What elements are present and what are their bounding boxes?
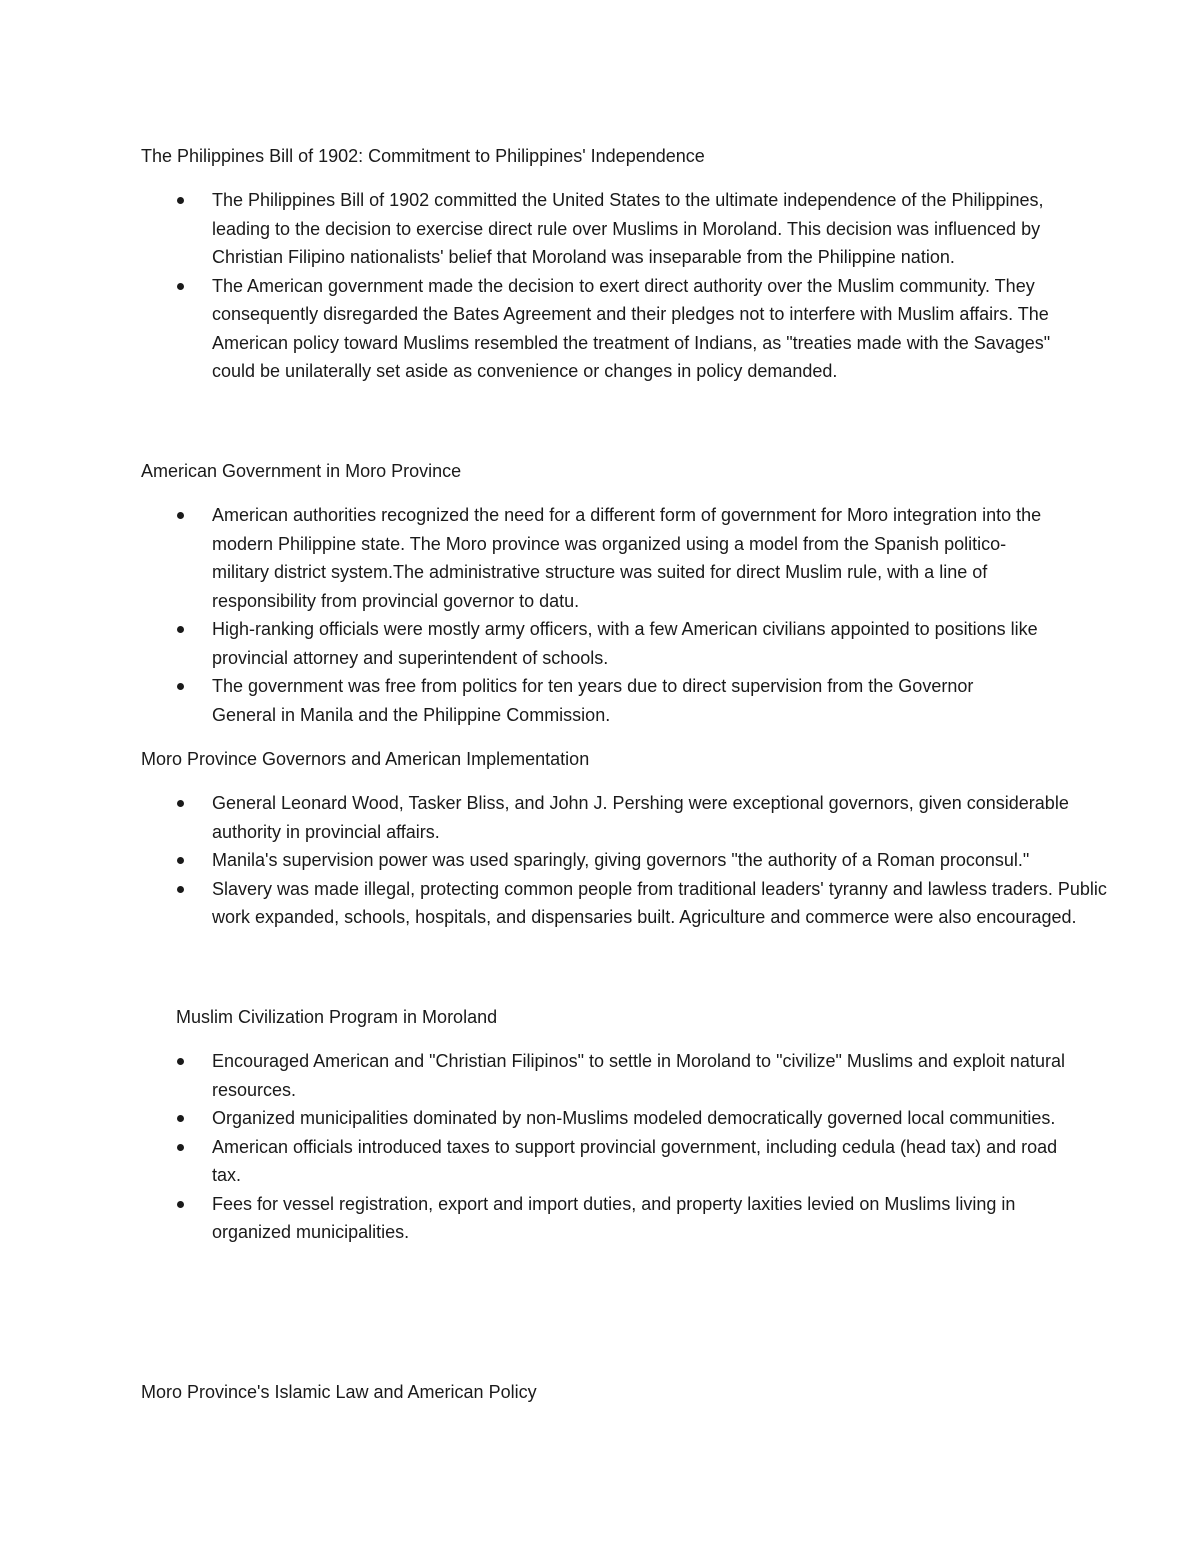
list-item — [141, 789, 1072, 846]
section-islamic-law — [141, 1378, 1071, 1406]
list-item — [141, 186, 1072, 272]
bullet-icon — [177, 197, 184, 204]
list-item-text: General Leonard Wood, Tasker Bliss, and John J. Pershing were exceptional governors, given considerable authority in provincial affairs. — [212, 793, 1069, 842]
bullet-icon — [177, 626, 184, 633]
bullet-icon — [177, 857, 184, 864]
list-item — [141, 875, 1132, 932]
list-item-text: The American government made the decision to exert direct authority over the Muslim community. They consequently disregarded the Bates Agreement and their pledges not to interfere with Muslim affairs. The American policy toward Muslims resembled the treatment of Indians, as "treaties made with the Savages" could be unilaterally set aside as convenience or changes in policy demanded. — [212, 275, 1051, 381]
section-heading: The Philippines Bill of 1902: Commitment to Philippines' Independence — [141, 146, 705, 166]
list-item-text: Organized municipalities dominated by non-Muslims modeled democratically governed local communities. — [212, 1108, 1056, 1128]
list-item-text: The Philippines Bill of 1902 committed the United States to the ultimate independence of the Philippines, leading to the decision to exercise direct rule over Muslims in Moroland. This decision was influenced by Christian Filipino nationalists' belief that Moroland was inseparable from the Philippine nation. — [212, 190, 1044, 267]
bullet-icon — [177, 683, 184, 690]
section-governors — [141, 745, 1107, 932]
bullet-icon — [177, 1115, 184, 1122]
list-item — [141, 846, 1072, 875]
list-item — [141, 672, 1032, 729]
list-item — [141, 272, 1082, 386]
list-item — [141, 1190, 1082, 1247]
list-item-text: American authorities recognized the need for a different form of government for Moro integration into the modern Philippine state. The Moro province was organized using a model from the Spanish politico-military district system.The administrative structure was suited for direct Muslim rule, with a line of responsibility from provincial governor to datu. — [212, 505, 1042, 611]
bullet-icon — [177, 283, 184, 290]
bullet-icon — [177, 1201, 184, 1208]
section-american-government — [141, 457, 1071, 729]
list-item-text: Manila's supervision power was used sparingly, giving governors "the authority of a Roman proconsul." — [212, 850, 1030, 870]
bullet-icon — [177, 886, 184, 893]
bullet-list — [141, 501, 1071, 729]
section-civilization-program — [176, 1003, 1106, 1247]
bullet-icon — [177, 800, 184, 807]
list-item — [141, 1104, 1062, 1133]
bullet-list — [141, 186, 1071, 386]
list-item-text: The government was free from politics for ten years due to direct supervision from the Governor General in Manila and the Philippine Commission. — [212, 676, 974, 725]
list-item-text: Fees for vessel registration, export and import duties, and property laxities levied on Muslims living in organized municipalities. — [212, 1193, 1016, 1242]
section-philippines-bill — [141, 142, 1071, 386]
section-heading: Muslim Civilization Program in Moroland — [176, 1007, 498, 1027]
bullet-icon — [177, 1058, 184, 1065]
section-heading: American Government in Moro Province — [141, 461, 462, 481]
list-item-text: Slavery was made illegal, protecting common people from traditional leaders' tyranny and lawless traders. Public work expanded, schools, hospitals, and dispensaries built. Agriculture and commerce were also encouraged. — [212, 878, 1107, 927]
section-heading: Moro Province's Islamic Law and American Policy — [141, 1382, 537, 1402]
list-item-text: High-ranking officials were mostly army officers, with a few American civilians appointed to positions like provincial attorney and superintendent of schools. — [212, 619, 1038, 668]
list-item-text: Encouraged American and "Christian Filipinos" to settle in Moroland to "civilize" Muslims and exploit natural resources. — [212, 1051, 1065, 1100]
list-item-text: American officials introduced taxes to support provincial government, including cedula (head tax) and road tax. — [212, 1136, 1058, 1185]
list-item — [141, 501, 1062, 615]
list-item — [141, 1133, 1072, 1190]
list-item — [141, 615, 1042, 672]
list-item — [141, 1047, 1072, 1104]
bullet-icon — [177, 512, 184, 519]
section-heading: Moro Province Governors and American Implementation — [141, 749, 590, 769]
bullet-list — [141, 1047, 1106, 1247]
bullet-icon — [177, 1144, 184, 1151]
bullet-list — [141, 789, 1107, 932]
